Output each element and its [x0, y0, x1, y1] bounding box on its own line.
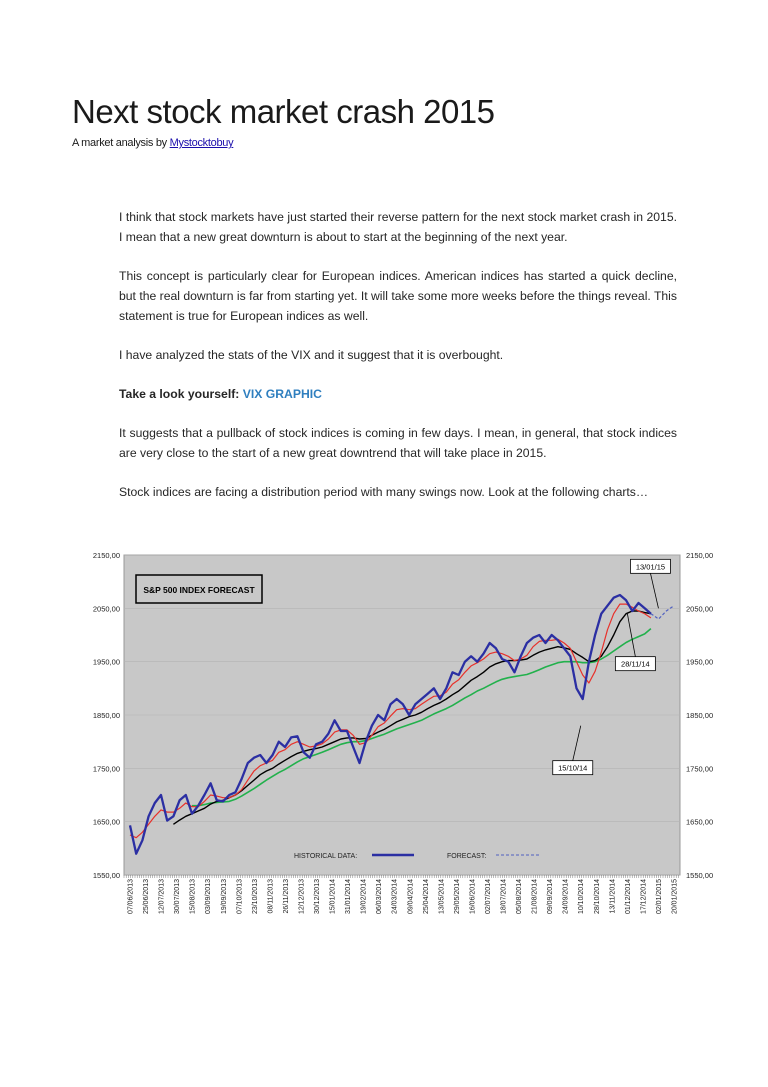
paragraph-european-indices: This concept is particularly clear for European indices. American indices has started a quick decline, but the real downturn is far from starting yet. It will take some more weeks before the things reveal. This statement is true for European indices as well.: [119, 269, 677, 323]
annotation-label: 28/11/14: [621, 659, 650, 669]
y-tick-label-right: 1950,00: [686, 657, 714, 667]
y-tick-label-right: 1550,00: [686, 871, 714, 880]
x-tick-label: 07/06/2013: [127, 879, 135, 915]
x-tick-label: 08/11/2013: [267, 879, 275, 914]
x-tick-label: 19/02/2014: [360, 879, 368, 915]
chart-title: S&P 500 INDEX FORECAST: [143, 585, 255, 595]
x-tick-label: 05/08/2014: [516, 879, 524, 915]
x-tick-label: 30/07/2013: [174, 879, 182, 915]
x-tick-label: 07/10/2013: [236, 879, 244, 915]
y-tick-label-left: 1750,00: [92, 764, 120, 774]
y-tick-label-right: 2150,00: [686, 551, 714, 560]
legend-forecast-label: FORECAST:: [447, 853, 487, 860]
x-tick-label: 16/06/2014: [469, 879, 477, 915]
sp500-forecast-chart: [72, 535, 722, 930]
y-tick-label-right: 1750,00: [686, 764, 714, 774]
byline: [72, 137, 233, 149]
x-tick-label: 25/06/2013: [143, 879, 151, 915]
x-tick-label: 02/07/2014: [484, 879, 492, 915]
x-tick-label: 19/09/2013: [220, 879, 228, 915]
x-tick-label: 31/01/2014: [345, 879, 353, 915]
x-tick-label: 26/11/2013: [282, 879, 290, 914]
annotation-label: 15/10/14: [558, 763, 588, 773]
x-tick-label: 13/05/2014: [438, 879, 446, 915]
y-tick-label-left: 2150,00: [92, 551, 120, 560]
chart-title-box: [136, 575, 262, 603]
byline-prefix: A market analysis by: [72, 137, 170, 149]
y-tick-label-left: 1850,00: [92, 711, 120, 720]
x-tick-label: 03/09/2013: [205, 879, 213, 915]
callout-label: Take a look yourself:: [119, 387, 243, 401]
x-tick-label: 15/01/2014: [329, 879, 337, 915]
x-tick-label: 24/09/2014: [562, 879, 570, 915]
y-tick-label-right: 1650,00: [686, 817, 714, 827]
x-tick-label: 13/11/2014: [609, 879, 617, 914]
x-tick-label: 15/08/2013: [189, 879, 197, 915]
paragraph-vix: I have analyzed the stats of the VIX and it suggest that it is overbought.: [119, 348, 504, 362]
y-tick-label-left: 1950,00: [92, 657, 120, 667]
vix-callout: [119, 384, 677, 404]
y-tick-label-right: 1850,00: [686, 711, 714, 720]
document-title: Next stock market crash 2015: [72, 93, 495, 130]
x-tick-label: 06/03/2014: [376, 879, 384, 915]
legend-historical-label: HISTORICAL DATA:: [294, 853, 358, 860]
x-tick-label: 23/10/2013: [251, 879, 259, 915]
y-tick-label-left: 2050,00: [92, 604, 120, 614]
x-tick-label: 24/03/2014: [391, 879, 399, 915]
x-tick-label: 09/04/2014: [407, 879, 415, 915]
annotation-label: 13/01/15: [635, 562, 666, 572]
x-tick-label: 09/09/2014: [547, 879, 555, 915]
x-tick-label: 10/10/2014: [578, 879, 586, 915]
x-tick-label: 02/01/2015: [655, 879, 663, 915]
x-tick-label: 18/07/2014: [500, 879, 508, 915]
x-tick-label: 20/01/2015: [671, 879, 679, 915]
vix-graphic-link[interactable]: VIX GRAPHIC: [242, 387, 322, 401]
y-tick-label-right: 2050,00: [686, 604, 714, 614]
y-tick-label-left: 1550,00: [92, 871, 120, 880]
x-tick-label: 17/12/2014: [640, 879, 648, 915]
x-tick-label: 12/07/2013: [158, 879, 166, 915]
x-tick-label: 01/12/2014: [624, 879, 632, 915]
paragraph-pullback: It suggests that a pullback of stock indices is coming in few days. I mean, in general, that stock indices are very close to the start of a new great downtrend that will take place in 2015.: [119, 426, 677, 460]
article-body: [119, 207, 677, 521]
x-tick-label: 12/12/2013: [298, 879, 306, 915]
paragraph-distribution: Stock indices are facing a distribution period with many swings now. Look at the following charts…: [119, 485, 649, 499]
x-tick-label: 25/04/2014: [422, 879, 430, 915]
x-tick-label: 28/10/2014: [593, 879, 601, 915]
x-tick-label: 30/12/2013: [314, 879, 322, 915]
x-tick-label: 29/05/2014: [453, 879, 461, 915]
chart-svg: [72, 535, 722, 930]
y-tick-label-left: 1650,00: [92, 817, 120, 827]
x-tick-label: 21/08/2014: [531, 879, 539, 915]
paragraph-intro: I think that stock markets have just started their reverse pattern for the next stock market crash in 2015. I mean that a new great downturn is about to start at the beginning of the next year.: [119, 210, 677, 244]
author-link[interactable]: Mystocktobuy: [169, 137, 234, 149]
